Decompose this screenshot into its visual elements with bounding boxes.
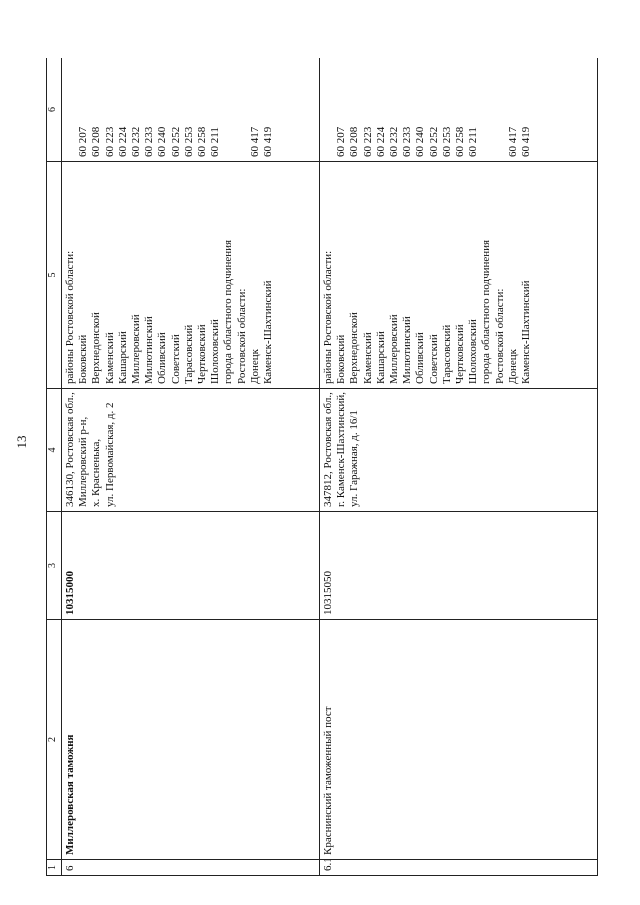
area-line: Ростовской области: bbox=[493, 288, 506, 384]
office-name: Краснинский таможенный пост bbox=[320, 620, 598, 860]
address-line: 346130, Ростовская обл., bbox=[64, 392, 76, 507]
okato-code: 60 419 bbox=[262, 126, 275, 157]
okato-code: 60 253 bbox=[182, 126, 195, 157]
area-line: Кашарский bbox=[116, 331, 129, 384]
office-name: Миллеровская таможня bbox=[62, 620, 320, 860]
okato-code: 60 208 bbox=[90, 126, 103, 157]
okato-code: 60 207 bbox=[335, 126, 348, 157]
area-line: Обливский bbox=[156, 332, 169, 384]
area-line: города областного подчинения bbox=[480, 239, 493, 384]
okato-code bbox=[494, 62, 507, 157]
area-line: Шолоховский bbox=[467, 319, 480, 384]
okato-code: 60 208 bbox=[348, 126, 361, 157]
okato-code: 60 211 bbox=[209, 127, 222, 157]
area-line: Боковский bbox=[77, 334, 90, 384]
row-number: 6 bbox=[62, 860, 320, 876]
okato-code: 60 224 bbox=[374, 126, 387, 157]
area-line: Ростовской области: bbox=[235, 288, 248, 384]
table-row-customs bbox=[62, 58, 320, 876]
office-address bbox=[320, 389, 598, 512]
table-row-post bbox=[320, 58, 598, 876]
area-line: Милютинский bbox=[143, 316, 156, 384]
okato-code: 60 253 bbox=[440, 126, 453, 157]
area-line: Обливский bbox=[414, 332, 427, 384]
okato-code: 60 224 bbox=[116, 126, 129, 157]
col-header-2: 2 bbox=[47, 620, 62, 860]
address-line: ул. Первомайская, д. 2 bbox=[103, 402, 116, 507]
area-line: Тарасовский bbox=[440, 324, 453, 384]
area-line: Кашарский bbox=[374, 331, 387, 384]
office-address bbox=[62, 389, 320, 512]
okato-code: 60 252 bbox=[169, 126, 182, 157]
row-number: 6.1 bbox=[320, 860, 598, 876]
okato-code: 60 417 bbox=[248, 126, 261, 157]
address-line: х. Красненька, bbox=[90, 438, 103, 507]
okato-code: 60 223 bbox=[361, 126, 374, 157]
column-number-row bbox=[47, 58, 62, 876]
okato-code bbox=[236, 62, 249, 157]
area-line: города областного подчинения bbox=[222, 239, 235, 384]
okato-code: 60 258 bbox=[454, 126, 467, 157]
okato-codes bbox=[320, 58, 598, 162]
okato-code: 60 233 bbox=[401, 126, 414, 157]
okato-code bbox=[222, 62, 235, 157]
okato-code: 60 417 bbox=[506, 126, 519, 157]
okato-code: 60 252 bbox=[427, 126, 440, 157]
office-code: 10315000 bbox=[62, 512, 320, 620]
okato-code: 60 240 bbox=[414, 126, 427, 157]
address-line: ул. Гаражная, д. 16/1 bbox=[348, 410, 361, 507]
address-line: 347812, Ростовская обл., bbox=[322, 392, 334, 507]
area-line: Советский bbox=[427, 334, 440, 384]
address-line: г. Каменск-Шахтинский, bbox=[335, 391, 348, 507]
area-line: Миллеровский bbox=[388, 314, 401, 384]
okato-code: 60 207 bbox=[77, 126, 90, 157]
okato-code: 60 232 bbox=[388, 126, 401, 157]
okato-code: 60 211 bbox=[467, 127, 480, 157]
area-line: Донецк bbox=[248, 348, 261, 384]
area-line: Каменск-Шахтинский bbox=[262, 280, 275, 384]
served-areas bbox=[62, 162, 320, 389]
served-areas bbox=[320, 162, 598, 389]
area-line: Верхнедонской bbox=[90, 312, 103, 384]
area-line: Верхнедонской bbox=[348, 312, 361, 384]
address-line: Миллеровский р-н, bbox=[77, 416, 90, 507]
area-line: Чертковский bbox=[196, 324, 209, 384]
rotated-table-frame bbox=[46, 58, 598, 876]
page-number: 13 bbox=[14, 435, 29, 449]
area-line: Советский bbox=[169, 334, 182, 384]
area-line: Милютинский bbox=[401, 316, 414, 384]
col-header-4: 4 bbox=[47, 389, 62, 512]
col-header-3: 3 bbox=[47, 512, 62, 620]
area-line: Чертковский bbox=[454, 324, 467, 384]
okato-code: 60 240 bbox=[156, 126, 169, 157]
rotated-table-wrapper bbox=[46, 58, 598, 876]
okato-code: 60 419 bbox=[520, 126, 533, 157]
area-line: Донецк bbox=[506, 348, 519, 384]
area-line: Миллеровский bbox=[130, 314, 143, 384]
okato-code: 60 232 bbox=[130, 126, 143, 157]
okato-code bbox=[322, 62, 335, 157]
area-line: Каменский bbox=[361, 332, 374, 384]
okato-code: 60 233 bbox=[143, 126, 156, 157]
area-line: районы Ростовской области: bbox=[322, 250, 334, 384]
area-line: Каменск-Шахтинский bbox=[520, 280, 533, 384]
okato-codes bbox=[62, 58, 320, 162]
col-header-6: 6 bbox=[47, 58, 62, 162]
col-header-1: 1 bbox=[47, 860, 62, 876]
okato-code bbox=[64, 62, 77, 157]
area-line: Каменский bbox=[103, 332, 116, 384]
okato-code: 60 223 bbox=[103, 126, 116, 157]
customs-table bbox=[46, 58, 598, 876]
okato-code: 60 258 bbox=[196, 126, 209, 157]
okato-code bbox=[480, 62, 493, 157]
area-line: Боковский bbox=[335, 334, 348, 384]
area-line: районы Ростовской области: bbox=[64, 250, 76, 384]
area-line: Шолоховский bbox=[209, 319, 222, 384]
office-code: 10315050 bbox=[320, 512, 598, 620]
col-header-5: 5 bbox=[47, 162, 62, 389]
area-line: Тарасовский bbox=[182, 324, 195, 384]
